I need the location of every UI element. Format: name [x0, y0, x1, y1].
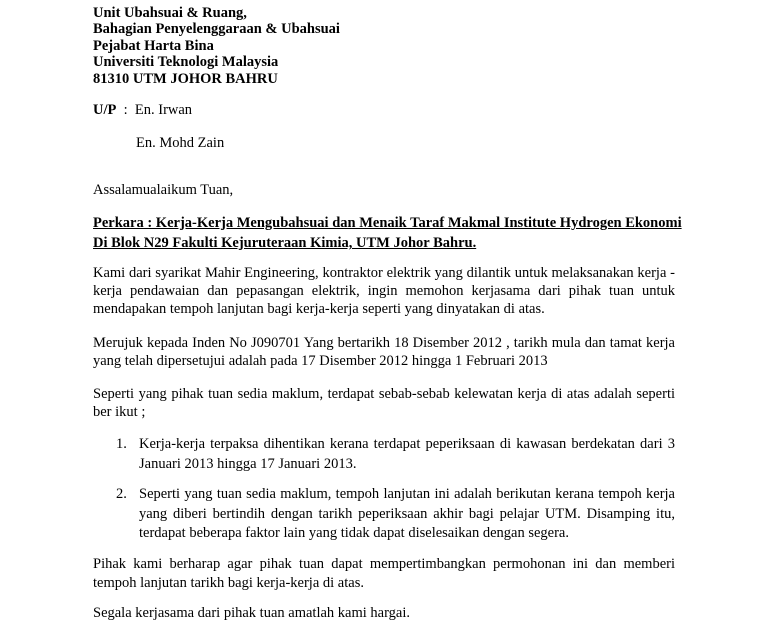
- list-item: [116, 434, 675, 474]
- subject: [93, 213, 682, 253]
- paragraph-reasons-intro: Seperti yang pihak tuan sedia maklum, terdapat sebab-sebab kelewatan kerja di atas adalah seperti ber ikut ;: [93, 386, 675, 420]
- subject-line: Perkara : Kerja-Kerja Mengubahsuai dan Menaik Taraf Makmal Institute Hydrogen Ekonomi: [93, 215, 682, 231]
- list-item-text: Kerja-kerja terpaksa dihentikan kerana terdapat peperiksaan di kawasan berdekatan dari 3 Januari 2013 hingga 17 Januari 2013.: [139, 436, 675, 472]
- list-item-number: 1.: [116, 436, 127, 452]
- attention-line: [93, 102, 192, 119]
- attention-label: U/P: [93, 102, 117, 118]
- recipient-address: [93, 5, 340, 87]
- paragraph-reference: Merujuk kepada Inden No J090701 Yang bertarikh 18 Disember 2012 , tarikh mula dan tamat kerja yang telah dipersetujui adalah pada 17 Disember 2012 hingga 1 Februari 2013: [93, 335, 675, 369]
- paragraph-closing: Segala kerjasama dari pihak tuan amatlah kami hargai.: [93, 605, 410, 621]
- address-line: 81310 UTM JOHOR BAHRU: [93, 70, 278, 87]
- paragraph-intro: Kami dari syarikat Mahir Engineering, kontraktor elektrik yang dilantik untuk melaksanakan kerja - kerja pendawaian dan pepasangan elektrik, ingin memohon kerjasama dari pihak tuan untuk mendapakan tempoh lanjutan bagi kerja-kerja seperti yang dinyatakan di atas.: [93, 265, 675, 317]
- greeting: Assalamualaikum Tuan,: [93, 182, 234, 198]
- address-line: Bahagian Penyelenggaraan & Ubahsuai: [93, 21, 340, 38]
- list-item-text: Seperti yang tuan sedia maklum, tempoh lanjutan ini adalah berikutan kerana tempoh kerja yang diberi bertindih dengan tarikh peperiksaan akhir bagi pelajar UTM. Disamping itu, terdapat beberapa faktor lain yang tidak dapat diselesaikan dengan segera.: [139, 486, 675, 541]
- address-line: Universiti Teknologi Malaysia: [93, 54, 279, 71]
- list-item-number: 2.: [116, 486, 127, 502]
- attention-name: En. Irwan: [134, 102, 193, 118]
- address-line: Unit Ubahsuai & Ruang,: [93, 5, 247, 21]
- attention-separator: :: [123, 102, 128, 118]
- address-line: Pejabat Harta Bina: [93, 37, 214, 54]
- list-item: [116, 485, 675, 544]
- subject-line: Di Blok N29 Fakulti Kejuruteraan Kimia, UTM Johor Bahru.: [93, 235, 477, 251]
- attention-name: En. Mohd Zain: [136, 135, 225, 151]
- paragraph-request: Pihak kami berharap agar pihak tuan dapat mempertimbangkan permohonan ini dan memberi tempoh lanjutan tarikh bagi kerja-kerja di atas.: [93, 556, 675, 591]
